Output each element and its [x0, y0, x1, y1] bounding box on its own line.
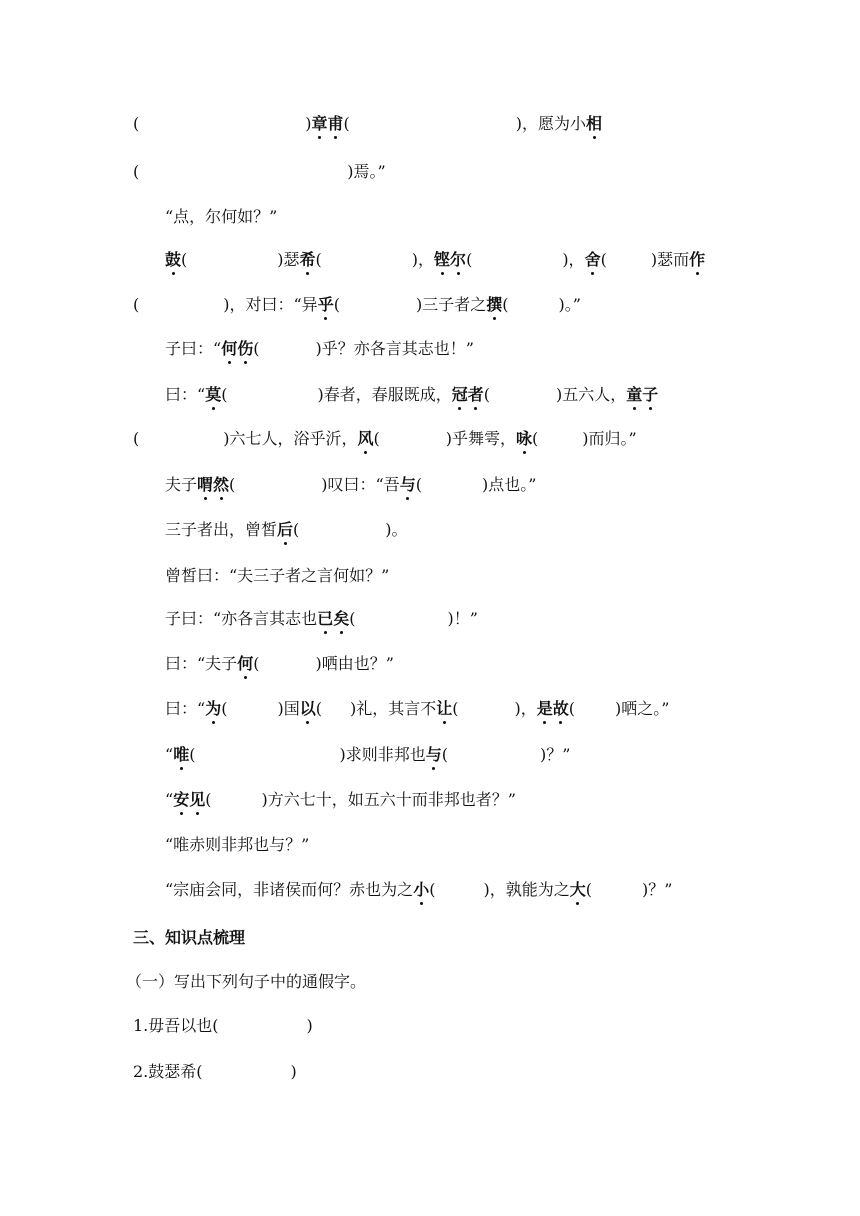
text-run: ( [181, 250, 188, 269]
text-run: ( [568, 699, 576, 718]
text-run: ( [532, 429, 539, 448]
text-run: 曰：“夫子 [165, 654, 238, 673]
emphasized-char: 唯 [173, 743, 189, 767]
text-run: )？” [641, 880, 673, 899]
text-run: ( [315, 699, 322, 718]
section-heading: 三、知识点梳理 [133, 928, 246, 947]
emphasized-char: 已 [317, 607, 333, 631]
text-line [165, 205, 277, 229]
text-run: ( [205, 790, 212, 809]
text-run: )礼，其言不 [349, 699, 437, 718]
emphasized-char: 鼓 [165, 248, 181, 272]
text-run: )！” [447, 609, 478, 628]
emphasized-char: 子 [642, 383, 658, 407]
text-run: 子曰：“ [165, 339, 222, 358]
text-run: )叹曰：“吾 [321, 475, 400, 494]
text-run: )， [562, 250, 585, 269]
text-run: ( [133, 429, 140, 448]
emphasized-char: 铿 [434, 248, 450, 272]
text-run: )哂由也？” [315, 654, 394, 673]
text-run: ( [189, 745, 196, 764]
text-run: ( [133, 162, 140, 181]
emphasized-char: 是 [537, 697, 553, 721]
text-run: )焉。” [347, 162, 386, 181]
text-run: ( [600, 250, 607, 269]
text-run: )乎？亦各言其志也！” [315, 339, 474, 358]
emphasized-char: 大 [570, 878, 586, 902]
text-run: ( [415, 475, 422, 494]
text-run: 曾皙曰：“夫三子者之言何如？” [165, 566, 390, 585]
emphasized-char: 以 [300, 697, 316, 721]
text-run: ( [133, 114, 140, 133]
emphasized-char: 希 [300, 248, 316, 272]
text-run: ) [306, 1016, 313, 1035]
emphasized-char: 见 [189, 788, 205, 812]
emphasized-char: 何 [237, 652, 253, 676]
text-line [165, 743, 570, 767]
emphasized-char: 相 [586, 112, 602, 136]
text-run: )而归。” [582, 429, 637, 448]
text-run: )方六七十，如五六十而非邦也者？” [261, 790, 516, 809]
text-run: )， [411, 250, 435, 269]
text-line [133, 160, 386, 184]
text-run: ( [429, 880, 436, 899]
text-line [133, 293, 581, 317]
emphasized-char: 者 [468, 383, 484, 407]
text-run: 夫子 [165, 475, 198, 494]
text-run: )六七人，浴乎沂， [223, 429, 358, 448]
text-line [165, 697, 669, 721]
emphasized-char: 冠 [452, 383, 468, 407]
text-run: ( [466, 250, 473, 269]
emphasized-char: 故 [553, 697, 569, 721]
emphasized-char: 矣 [333, 607, 349, 631]
text-run: 子曰：“亦各言其志也 [165, 609, 318, 628]
text-line [165, 248, 705, 272]
emphasized-char: 后 [277, 518, 293, 542]
text-run: ( [253, 339, 260, 358]
emphasized-char: 为 [205, 697, 221, 721]
text-run: “唯赤则非邦也与？” [165, 835, 310, 854]
emphasized-char: 何 [221, 337, 237, 361]
text-run: ( [133, 295, 140, 314]
text-line [165, 564, 389, 588]
text-run: ( [452, 699, 459, 718]
text-run: )三子者之 [415, 295, 487, 314]
text-run: )哂之。” [615, 699, 670, 718]
emphasized-char: 童 [626, 383, 642, 407]
subsection-heading: （一）写出下列句子中的通假字。 [126, 972, 367, 991]
emphasized-char: 咏 [516, 427, 532, 451]
text-run: ( [349, 609, 356, 628]
text-run: 三子者出，曾皙 [165, 520, 278, 539]
text-run: )，对曰：“异 [223, 295, 318, 314]
text-run: ( [483, 385, 490, 404]
exercise-item [133, 1060, 297, 1084]
emphasized-char: 甫 [328, 112, 344, 136]
text-run: ( [441, 745, 448, 764]
text-line [165, 473, 536, 497]
text-run: “点，尔何如？” [165, 207, 278, 226]
emphasized-char: 让 [436, 697, 452, 721]
text-run: )，愿为小 [515, 114, 587, 133]
text-run: )点也。” [482, 475, 537, 494]
text-line [165, 652, 394, 676]
emphasized-char: 然 [213, 473, 229, 497]
text-run: ( [221, 699, 228, 718]
text-run: )，孰能为之 [483, 880, 570, 899]
emphasized-char: 小 [413, 878, 429, 902]
text-run: 1.毋吾以也( [133, 1016, 219, 1035]
text-run: “ [165, 745, 174, 764]
emphasized-char: 章 [312, 112, 328, 136]
emphasized-char: 喟 [197, 473, 213, 497]
text-run: )求则非邦也 [339, 745, 426, 764]
text-run: ) [305, 114, 312, 133]
text-line [165, 833, 309, 857]
emphasized-char: 尔 [450, 248, 466, 272]
text-line [165, 518, 408, 542]
text-run: )乎舞雩， [445, 429, 517, 448]
text-run: ( [373, 429, 380, 448]
emphasized-char: 与 [400, 473, 416, 497]
exercise-item [133, 1014, 313, 1038]
emphasized-char: 安 [173, 788, 189, 812]
text-line [165, 383, 658, 407]
emphasized-char: 与 [426, 743, 442, 767]
text-run: ( [585, 880, 592, 899]
emphasized-char: 莫 [205, 383, 221, 407]
text-line [133, 112, 602, 136]
text-run: )国 [277, 699, 300, 718]
text-run: )？” [539, 745, 571, 764]
text-run: ( [315, 250, 322, 269]
emphasized-char: 风 [358, 427, 374, 451]
text-line [165, 337, 474, 361]
text-run: )五六人， [555, 385, 627, 404]
text-run: ( [333, 295, 340, 314]
text-run: )， [514, 699, 537, 718]
text-run: ( [229, 475, 236, 494]
emphasized-char: 舍 [585, 248, 601, 272]
text-run: )瑟而 [650, 250, 690, 269]
text-line [165, 878, 672, 902]
text-run: ( [343, 114, 350, 133]
text-run: ( [253, 654, 260, 673]
text-run: “宗庙会同，非诸侯而何？赤也为之 [165, 880, 414, 899]
emphasized-char: 伤 [237, 337, 253, 361]
text-run: ( [221, 385, 228, 404]
text-line [165, 788, 516, 812]
text-run: )瑟 [277, 250, 300, 269]
text-run: “ [165, 790, 174, 809]
text-run: ) [290, 1062, 297, 1081]
emphasized-char: 乎 [318, 293, 334, 317]
text-run: 2.鼓瑟希( [133, 1062, 203, 1081]
text-run: )。” [558, 295, 581, 314]
text-run: )。 [385, 520, 408, 539]
text-run: 曰：“ [165, 699, 206, 718]
text-run: 曰：“ [165, 385, 206, 404]
text-line [165, 607, 478, 631]
text-run: ( [293, 520, 300, 539]
emphasized-char: 作 [689, 248, 705, 272]
emphasized-char: 撰 [486, 293, 502, 317]
text-run: ( [502, 295, 509, 314]
text-run: )春者，春服既成， [317, 385, 452, 404]
text-line [133, 427, 637, 451]
